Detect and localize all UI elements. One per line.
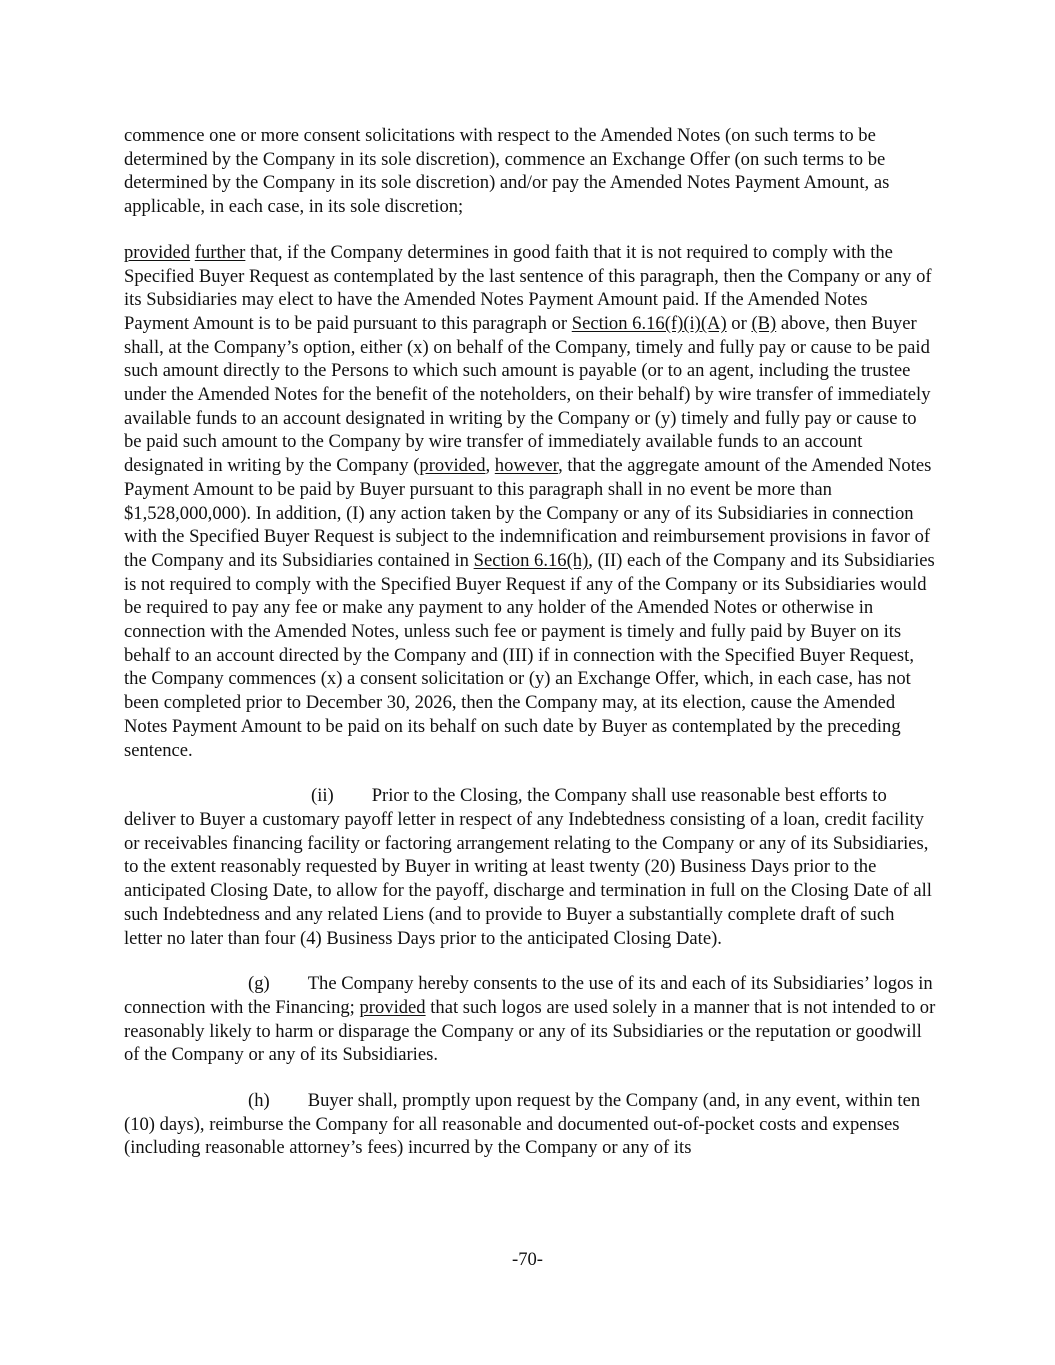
clause-label: (h)	[248, 1090, 270, 1112]
underlined-term: provided	[419, 455, 486, 477]
paragraph-text: The Company hereby consents to the use of its and each of its Subsidiaries’ logos in connection with the Financing;	[124, 973, 933, 1018]
paragraph-text: that, if the Company determines in good faith that it is not required to comply with the Specified Buyer Request as contemplated by the last sentence of this paragraph, then the Company or any of its Subsidiaries may elect to have the Amended Notes Payment Amount paid. If the Amended Notes Payment Amount is to be paid pursuant to this paragraph or	[124, 241, 932, 334]
underlined-term: however	[494, 455, 559, 477]
underlined-term: provided	[124, 241, 191, 263]
document-body	[124, 124, 936, 1182]
paragraph-text: , (II) each of the Company and its Subsidiaries is not required to comply with the Specified Buyer Request if any of the Company or its Subsidiaries would be required to pay any fee or make any payment to any holder of the Amended Notes or otherwise in connection with the Amended Notes, unless such fee or payment is timely and fully paid by Buyer on its behalf to an account directed by the Company and (III) if in connection with the Specified Buyer Request, the Company commences (x) a consent solicitation or (y) an Exchange Offer, which, in each case, has not been completed prior to December 30, 2026, then the Company may, at its election, cause the Amended Notes Payment Amount to be paid on its behalf on such date by Buyer as contemplated by the preceding sentence.	[124, 549, 935, 761]
paragraph-h	[124, 1089, 936, 1160]
paragraph-g	[124, 972, 936, 1067]
paragraph-text: Prior to the Closing, the Company shall use reasonable best efforts to deliver to Buyer a customary payoff letter in respect of any Indebtedness consisting of a loan, credit facility or receivables financing facility or factoring arrangement relating to the Company or any of its Subsidiaries, to the extent reasonably requested by Buyer in writing at least twenty (20) Business Days prior to the anticipated Closing Date, to allow for the payoff, discharge and termination in full on the Closing Date of all such Indebtedness and any related Liens (and to provide to Buyer a substantially complete draft of such letter no later than four (4) Business Days prior to the anticipated Closing Date).	[124, 785, 932, 949]
paragraph-text: Buyer shall, promptly upon request by the Company (and, in any event, within ten (10) days), reimburse the Company for all reasonable and documented out-of-pocket costs and expenses (including reasonable attorney’s fees) incurred by the Company or any of its	[124, 1090, 921, 1159]
clause-label: (ii)	[311, 785, 334, 807]
paragraph-text: above, then Buyer shall, at the Company’s option, either (x) on behalf of the Company, timely and fully pay or cause to be paid such amount directly to the Persons to which such amount is payable (or to an agent, including the trustee under the Amended Notes for the benefit of the noteholders, on their behalf) by wire transfer of immediately available funds to an account designated in writing by the Company or (y) timely and fully pay or cause to be paid such amount to the Company by wire transfer of immediately available funds to an account designated in writing by the Company (	[124, 312, 931, 477]
underlined-term: provided	[359, 996, 426, 1018]
paragraph-continuation: commence one or more consent solicitations with respect to the Amended Notes (on such terms to be determined by the Company in its sole discretion), commence an Exchange Offer (on such terms to be determined by the Company in its sole discretion) and/or pay the Amended Notes Payment Amount, as applicable, in each case, in its sole discretion;	[124, 125, 890, 218]
paragraph-text: , that the aggregate amount of the Amended Notes Payment Amount to be paid by Buyer pursuant to this paragraph shall in no event be more than $1,528,000,000). In addition, (I) any action taken by the Company or any of its Subsidiaries in connection with the Specified Buyer Request is subject to the indemnification and reimbursement provisions in favor of the Company and its Subsidiaries contained in	[124, 455, 932, 571]
paragraph-ii	[124, 784, 936, 950]
paragraph-text: that such logos are used solely in a manner that is not intended to or reasonably likely to harm or disparage the Company or any of its Subsidiaries or the reputation or goodwill of the Company or any of its Subsidiaries.	[124, 996, 936, 1066]
section-reference: (B)	[751, 312, 777, 334]
paragraph-provided-further	[124, 241, 936, 762]
section-reference: Section 6.16(f)(i)(A)	[571, 312, 727, 334]
section-reference: Section 6.16(h)	[473, 549, 589, 571]
paragraph-text: or	[726, 312, 752, 334]
paragraph-text: ,	[485, 455, 495, 477]
clause-label: (g)	[248, 973, 270, 995]
underlined-term: further	[194, 241, 246, 263]
page-number: -70-	[512, 1249, 543, 1270]
